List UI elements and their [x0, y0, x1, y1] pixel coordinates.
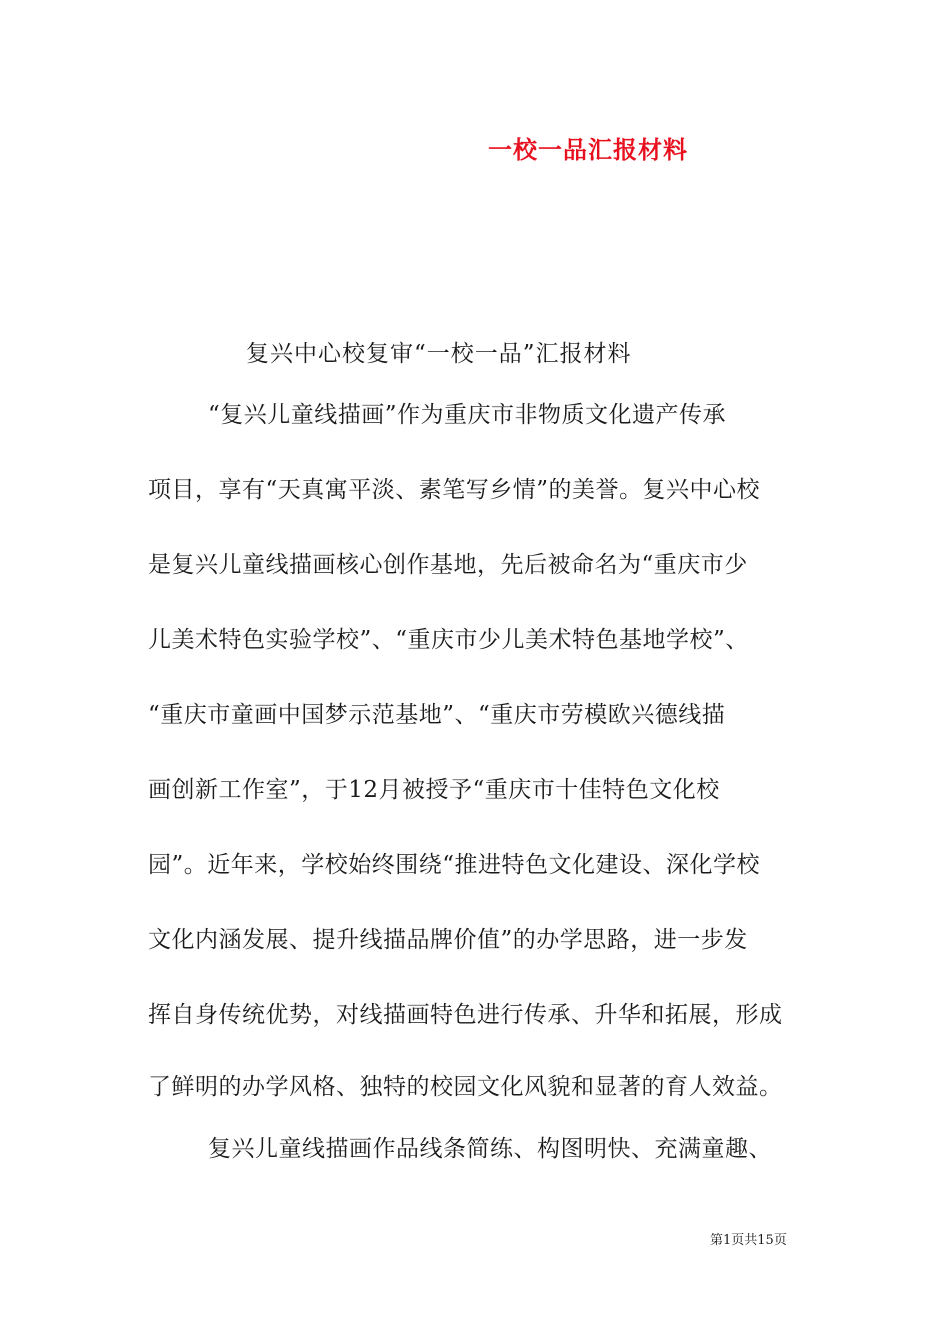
paragraph-line: 挥自身传统优势，对线描画特色进行传承、升华和拓展，形成: [148, 1002, 783, 1028]
paragraph-line: 儿美术特色实验学校”、“重庆市少儿美术特色基地学校”、: [148, 627, 749, 653]
paragraph-line: “复兴儿童线描画”作为重庆市非物质文化遗产传承: [208, 402, 727, 428]
paragraph-line: 复兴儿童线描画作品线条简练、构图明快、充满童趣、: [208, 1136, 772, 1162]
page-number-footer: 第1页共15页: [710, 1233, 787, 1248]
document-title: 一校一品汇报材料: [488, 135, 688, 164]
paragraph-line: 画创新工作室”，于12月被授予“重庆市十佳特色文化校: [148, 777, 720, 803]
paragraph-line: 是复兴儿童线描画核心创作基地，先后被命名为“重庆市少: [148, 552, 748, 578]
paragraph-line: 文化内涵发展、提升线描品牌价值”的办学思路，进一步发: [148, 927, 748, 953]
paragraph-line: 项目，享有“天真寓平淡、素笔写乡情”的美誉。复兴中心校: [148, 477, 761, 503]
paragraph-line: 了鲜明的办学风格、独特的校园文化风貌和显著的育人效益。: [148, 1074, 783, 1100]
paragraph-line: “重庆市童画中国梦示范基地”、“重庆市劳模欧兴德线描: [148, 702, 726, 728]
document-subtitle: 复兴中心校复审“一校一品”汇报材料: [246, 341, 632, 367]
paragraph-line: 园”。近年来，学校始终围绕“推进特色文化建设、深化学校: [148, 852, 761, 878]
